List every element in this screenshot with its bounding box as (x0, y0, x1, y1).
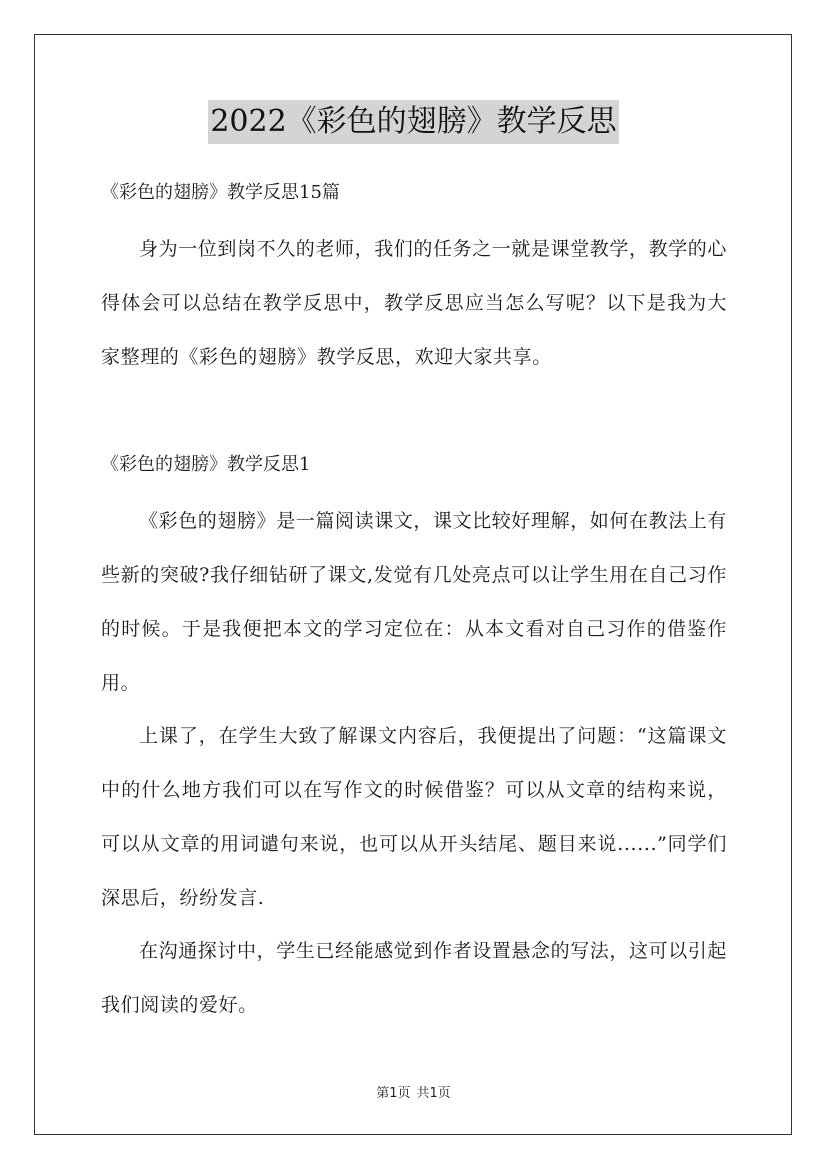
title-container (0, 100, 827, 144)
body-paragraph-2: 上课了，在学生大致了解课文内容后，我便提出了问题：“这篇课文中的什么地方我们可以在写作文的时候借鉴？可以从文章的结构来说，可以从文章的用词谴句来说，也可以从开头结尾、题目来说......”同学们深思后，纷纷发言. (101, 725, 727, 909)
document-subtitle: 《彩色的翅膀》教学反思15篇 (101, 182, 340, 203)
intro-paragraph: 身为一位到岗不久的老师，我们的任务之一就是课堂教学，教学的心得体会可以总结在教学反思中，教学反思应当怎么写呢？以下是我为大家整理的《彩色的翅膀》教学反思，欢迎大家共享。 (101, 238, 728, 368)
section-heading: 《彩色的翅膀》教学反思1 (101, 454, 311, 475)
body-paragraph-3: 在沟通探讨中，学生已经能感觉到作者设置悬念的写法，这可以引起我们阅读的爱好。 (101, 940, 728, 1016)
page-total: 共1页 (416, 1086, 451, 1101)
body-paragraph-1: 《彩色的翅膀》是一篇阅读课文，课文比较好理解，如何在教法上有些新的突破?我仔细钻研了课文,发觉有几处亮点可以让学生用在自己习作的时候。于是我便把本文的学习定位在：从本文看对自己习作的借鉴作用。 (101, 510, 728, 694)
document-title: 2022《彩色的翅膀》教学反思 (208, 100, 618, 144)
page-number: 第1页 (376, 1086, 411, 1101)
page-footer (0, 1082, 827, 1101)
